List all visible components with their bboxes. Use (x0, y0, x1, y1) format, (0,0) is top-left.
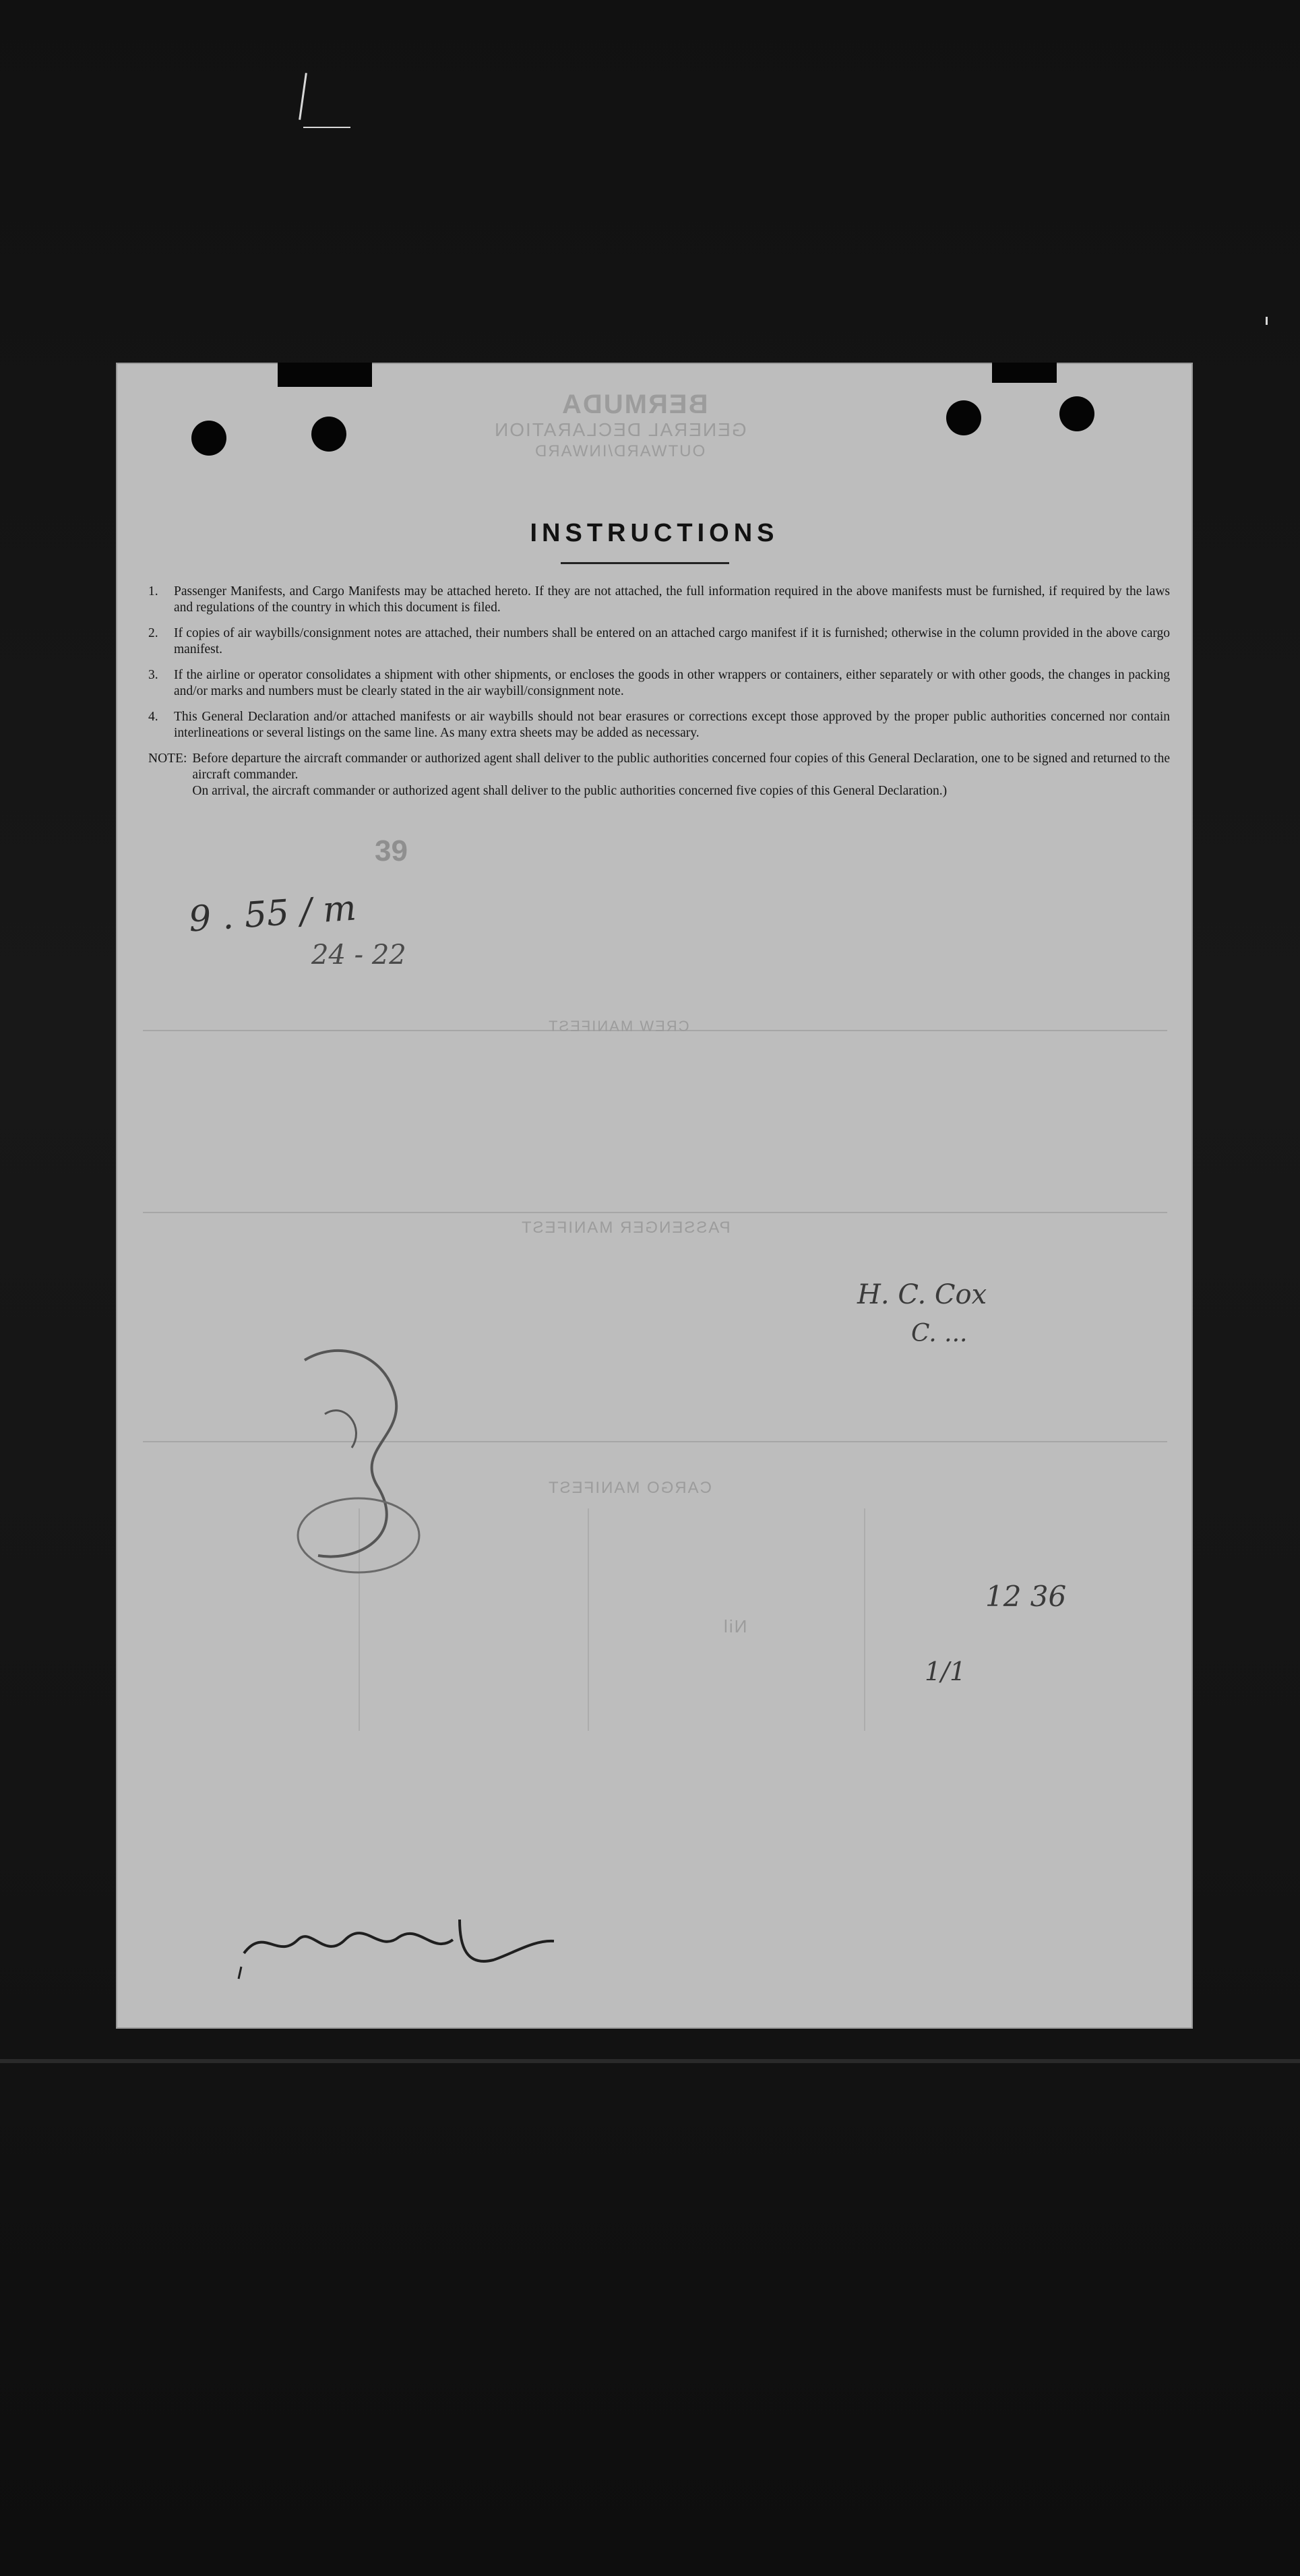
note-arrival: On arrival, the aircraft commander or authorized agent shall deliver to the public authorities concerned five copies of this General Declaration.) (192, 784, 948, 798)
signature (237, 1899, 561, 1980)
handwritten-note: 12 36 (985, 1580, 1067, 1613)
bleed-rule (143, 1212, 1167, 1213)
stamp-number: 39 (375, 834, 408, 867)
note-block (148, 751, 1170, 799)
tape-notch (278, 363, 372, 387)
film-scratch (1266, 317, 1268, 325)
instructions-block (148, 584, 1170, 799)
instruction-item (148, 709, 1170, 741)
instruction-item (148, 584, 1170, 616)
bleed-header: OUTWARD/INWARD (534, 442, 706, 460)
handwritten-note: 1/1 (925, 1657, 966, 1686)
punch-hole (1059, 396, 1094, 431)
instructions-title: INSTRUCTIONS (530, 519, 779, 547)
handwritten-note: 24 - 22 (311, 940, 406, 971)
document-sheet (116, 363, 1193, 2029)
note-body (192, 751, 1170, 799)
instruction-number: 3. (148, 668, 158, 682)
bleed-crew-heading: CREW MANIFEST (547, 1018, 689, 1035)
signature-scrawl (278, 1333, 439, 1576)
instruction-number: 1. (148, 584, 158, 599)
instruction-text: Passenger Manifests, and Cargo Manifests may be attached hereto. If they are not attached, the full information required in the above manifests must be furnished, if required by the laws and regulations of the country in which this document is filed. (174, 584, 1170, 615)
note-departure: Before departure the aircraft commander or authorized agent shall deliver to the public authorities concerned four copies of this General Declaration, one to be signed and returned to the aircraft commander. (192, 752, 1170, 782)
instruction-item (148, 625, 1170, 658)
instruction-text: This General Declaration and/or attached manifests or air waybills should not bear erasures or corrections except those approved by the proper public authorities concerned nor contain interlineations or several listings on the same line. As many extra sheets may be added as necessary. (174, 710, 1170, 740)
bleed-header: BERMUDA (561, 390, 708, 419)
tape-notch (992, 363, 1057, 383)
punch-hole (311, 417, 346, 452)
bleed-header: GENERAL DECLARATION (493, 419, 747, 440)
instruction-text: If the airline or operator consolidates a shipment with other shipments, or encloses the goods in other wrappers or containers, either separately or with other goods, the changes in packing and/or marks and numbers must be clearly stated in the air waybill/consignment note. (174, 668, 1170, 698)
bleed-cargo-heading: CARGO MANIFEST (547, 1479, 712, 1497)
punch-hole (946, 400, 981, 435)
title-underline (561, 562, 729, 564)
bleed-column-rule (588, 1508, 589, 1731)
bleed-column-rule (864, 1508, 865, 1731)
instruction-text: If copies of air waybills/consignment notes are attached, their numbers shall be entered on an attached cargo manifest if it is furnished; otherwise in the column provided in the above cargo manifest. (174, 626, 1170, 656)
handwritten-note: H. C. Cox (857, 1279, 987, 1310)
instruction-number: 2. (148, 626, 158, 640)
film-scratch (303, 127, 350, 128)
bleed-passenger-heading: PASSENGER MANIFEST (520, 1219, 731, 1237)
punch-hole (191, 421, 226, 456)
instruction-item (148, 667, 1170, 700)
bleed-nil: Nil (722, 1616, 747, 1636)
handwritten-note: C. ... (911, 1320, 968, 1347)
handwritten-note: 9 . 55 / m (187, 888, 358, 940)
note-label: NOTE: (148, 752, 187, 766)
instruction-number: 4. (148, 710, 158, 724)
film-divider (0, 2059, 1300, 2063)
